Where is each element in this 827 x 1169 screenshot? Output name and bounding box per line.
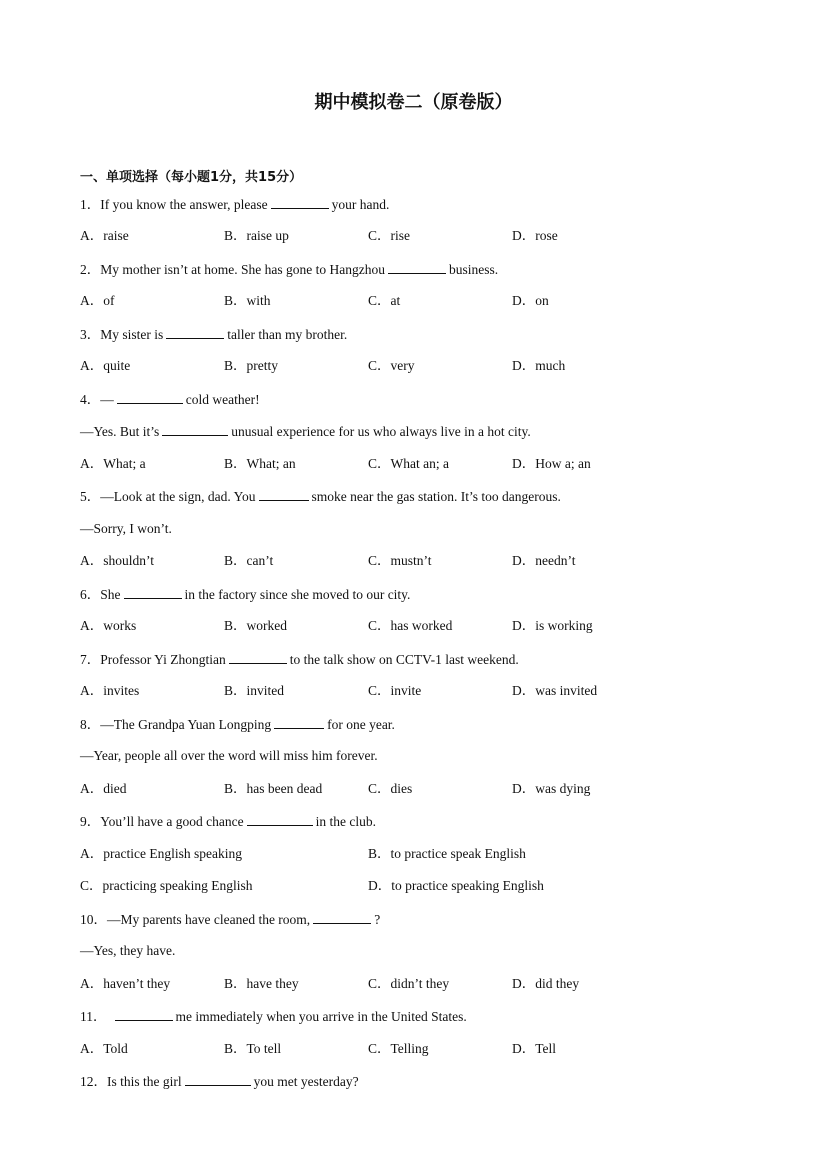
question-4: 4．— cold weather! [80,392,260,407]
options-9-row-2: C．practicing speaking English D．to practice speaking English [80,878,544,893]
answer-blank [166,325,224,339]
question-1: 1．If you know the answer, please your hand. [80,197,390,212]
question-6: 6．She in the factory since she moved to our city. [80,587,411,602]
answer-blank [117,390,183,404]
options-11: A．Told B．To tell C．Telling D．Tell [80,1041,557,1056]
options-2: A．of B．with C．at D．on [80,293,549,308]
options-7: A．invites B．invited C．invite D．was invited [80,683,598,698]
page-title: 期中模拟卷二（原卷版） [314,92,513,113]
question-9: 9．You’ll have a good chance in the club. [80,814,376,829]
question-3: 3．My sister is taller than my brother. [80,327,348,342]
options-6: A．works B．worked C．has worked D．is working [80,618,593,633]
answer-blank [162,422,228,436]
question-10-line-2: —Yes, they have. [80,943,176,958]
answer-blank [271,195,329,209]
question-2: 2．My mother isn’t at home. She has gone to Hangzhou business. [80,262,499,277]
answer-blank [115,1007,173,1021]
answer-blank [313,910,371,924]
question-5: 5．—Look at the sign, dad. You smoke near the gas station. It’s too dangerous. [80,489,561,504]
answer-blank [124,585,182,599]
options-10: A．haven’t they B．have they C．didn’t they D．did they [80,976,580,991]
answer-blank [388,260,446,274]
answer-blank [259,487,309,501]
answer-blank [229,650,287,664]
answer-blank [247,812,313,826]
question-8: 8．—The Grandpa Yuan Longping for one year. [80,717,395,732]
question-8-line-2: —Year, people all over the word will miss him forever. [80,748,378,763]
options-5: A．shouldn’t B．can’t C．mustn’t D．needn’t [80,553,576,568]
question-12: 12．Is this the girl you met yesterday? [80,1074,359,1089]
options-3: A．quite B．pretty C．very D．much [80,358,566,373]
answer-blank [274,715,324,729]
question-10: 10．—My parents have cleaned the room, ? [80,912,381,927]
options-1: A．raise B．raise up C．rise D．rose [80,228,558,243]
options-9-row-1: A．practice English speaking B．to practice speak English [80,846,526,861]
answer-blank [185,1072,251,1086]
question-7: 7．Professor Yi Zhongtian to the talk show on CCTV-1 last weekend. [80,652,519,667]
section-heading: 一、单项选择（每小题1分，共15分） [80,170,303,185]
question-5-line-2: —Sorry, I won’t. [80,521,172,536]
options-4: A．What; a B．What; an C．What an; a D．How a; an [80,456,591,471]
options-8: A．died B．has been dead C．dies D．was dying [80,781,591,796]
question-11: 11． me immediately when you arrive in the United States. [80,1009,467,1024]
question-4-line-2: —Yes. But it’s unusual experience for us who always live in a hot city. [80,424,531,439]
